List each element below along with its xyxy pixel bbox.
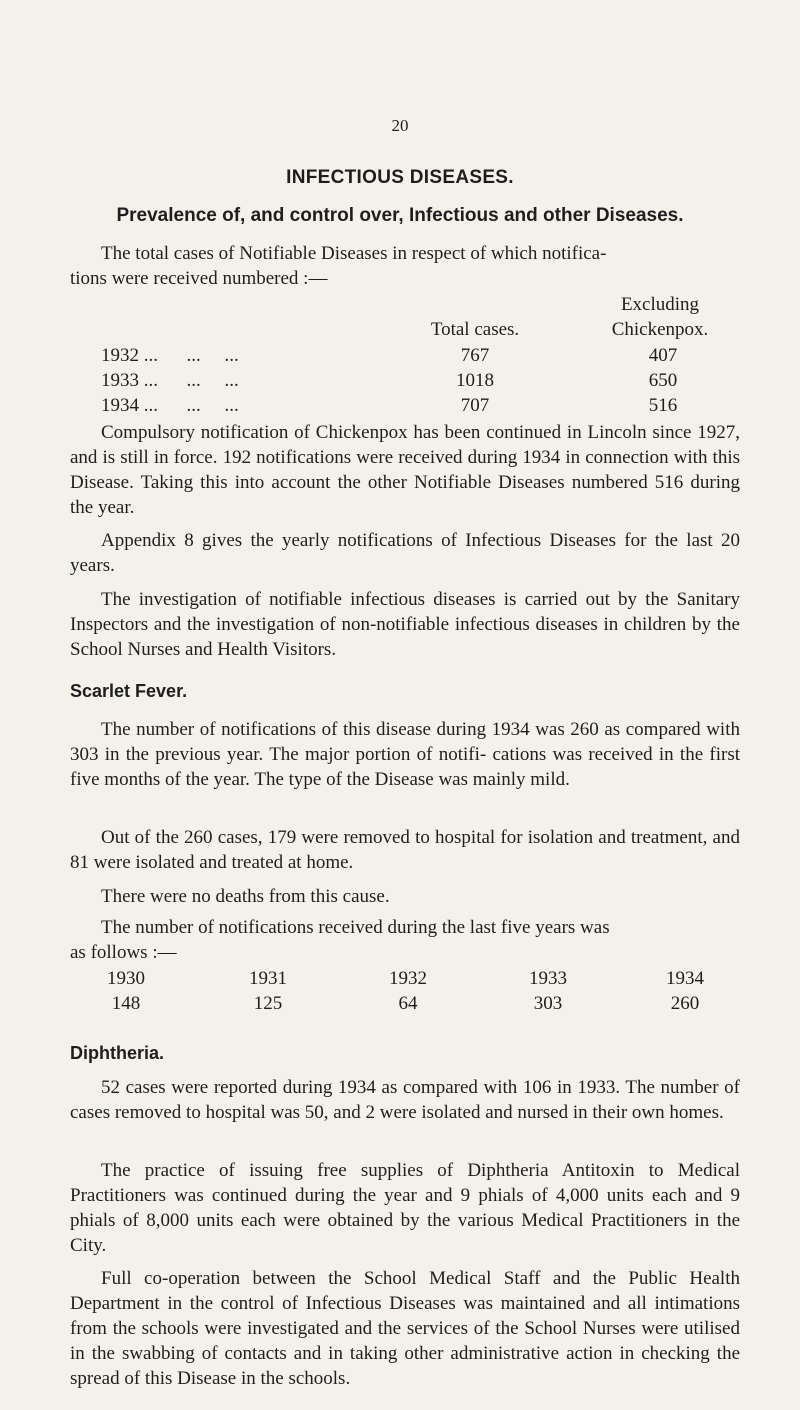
row-year: 1932 ... ... ... (101, 345, 239, 366)
count-cell: 64 (398, 993, 418, 1014)
investigation-paragraph: The investigation of notifiable infectious diseases is carried out by the Sanitary Inspectors and the investigation of non-notifiable infectious diseases in children by the School Nurses and Health Visitors. (70, 589, 740, 660)
scarlet-fever-paragraph-4-line-1: The number of notifications received during the last five years was (101, 917, 610, 938)
diphtheria-paragraph-2: The practice of issuing free supplies of Diphtheria Antitoxin to Medical Practitioners was continued during the year and 9 phials of 4,000 units each and 9 phials of 8,000 units each were obtained by the various Medical Practitioners in the City. (70, 1160, 740, 1256)
count-cell: 125 (253, 993, 283, 1014)
year-cell: 1933 (529, 968, 567, 989)
year-cell: 1931 (249, 968, 287, 989)
row-year: 1933 ... ... ... (101, 370, 239, 391)
page-subheading: Prevalence of, and control over, Infectious and other Diseases. (116, 205, 684, 226)
scarlet-fever-heading: Scarlet Fever. (70, 681, 188, 701)
row-total: 767 (460, 345, 490, 366)
scarlet-fever-paragraph-1: The number of notifications of this disease during 1934 was 260 as compared with 303 in the previous year. The major portion of notifi- cations was received in the first five months of the year. The type of the Disease was mainly mild. (70, 719, 740, 790)
row-excluding: 516 (648, 395, 678, 416)
col-header-excluding-2: Chickenpox. (611, 319, 709, 340)
row-total: 1018 (456, 370, 494, 391)
year-cell: 1932 (389, 968, 427, 989)
scarlet-fever-paragraph-2: Out of the 260 cases, 179 were removed to hospital for isolation and treatment, and 81 were isolated and treated at home. (70, 827, 740, 873)
appendix-paragraph: Appendix 8 gives the yearly notifications of Infectious Diseases for the last 20 years. (70, 530, 740, 576)
count-cell: 148 (111, 993, 141, 1014)
scarlet-fever-paragraph-3: There were no deaths from this cause. (101, 886, 390, 907)
intro-line-2: tions were received numbered :— (70, 268, 328, 289)
count-cell: 303 (533, 993, 563, 1014)
row-total: 707 (460, 395, 490, 416)
chickenpox-paragraph: Compulsory notification of Chickenpox has been continued in Lincoln since 1927, and is still in force. 192 notifications were received during 1934 in connection with this Disease. Taking this into account the other Notifiable Diseases numbered 516 during the year. (70, 422, 740, 518)
row-excluding: 650 (648, 370, 678, 391)
intro-line-1: The total cases of Notifiable Diseases in respect of which notifica- (101, 243, 607, 264)
diphtheria-heading: Diphtheria. (70, 1043, 165, 1063)
year-cell: 1930 (107, 968, 145, 989)
count-cell: 260 (670, 993, 700, 1014)
page-number: 20 (391, 116, 409, 135)
col-header-total: Total cases. (430, 319, 520, 340)
row-year: 1934 ... ... ... (101, 395, 239, 416)
scarlet-fever-paragraph-4-line-2: as follows :— (70, 942, 177, 963)
page-heading: INFECTIOUS DISEASES. (286, 167, 514, 188)
row-excluding: 407 (648, 345, 678, 366)
diphtheria-paragraph-3: Full co-operation between the School Medical Staff and the Public Health Department in the control of Infectious Diseases was maintained and all intimations from the schools were investigated and the services of the School Nurses were utilised in the swabbing of contacts and in taking other administrative action in checking the spread of this Disease in the schools. (70, 1268, 740, 1389)
col-header-excluding-1: Excluding (620, 294, 700, 315)
year-cell: 1934 (666, 968, 704, 989)
diphtheria-paragraph-1: 52 cases were reported during 1934 as compared with 106 in 1933. The number of cases removed to hospital was 50, and 2 were isolated and nursed in their own homes. (70, 1077, 740, 1123)
